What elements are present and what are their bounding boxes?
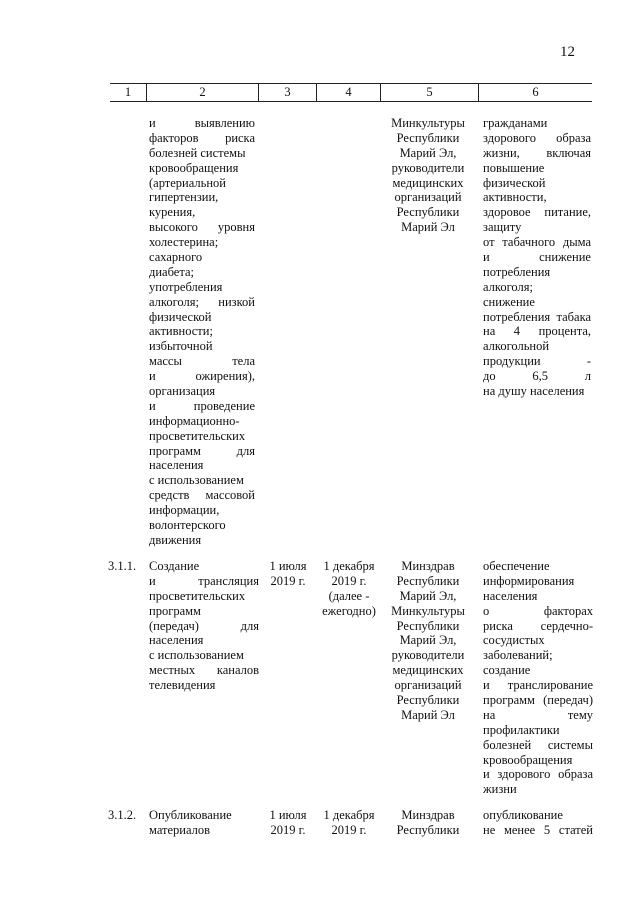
table-header-row: [110, 83, 592, 102]
text-line: Марий Эл,: [399, 588, 457, 603]
header-col-5: 5: [380, 84, 478, 101]
row1-activity-cell: [149, 116, 255, 548]
text-line: и трансляция: [149, 573, 259, 588]
item-number: 3.1.1.: [108, 559, 137, 573]
text-line: Республики: [396, 573, 460, 588]
text-line: кровообращения: [483, 752, 573, 767]
text-line: защиту: [483, 220, 522, 235]
text-line: информации,: [149, 503, 220, 518]
text-line: руководители: [391, 160, 465, 175]
text-line: Марий Эл: [401, 707, 455, 722]
text-line: 2019 г.: [331, 573, 367, 588]
text-line: 2019 г.: [270, 822, 306, 837]
text-line: и транслирование: [483, 678, 593, 693]
text-line: волонтерского: [149, 518, 226, 533]
row2-end-date-cell: [318, 559, 380, 619]
row3-result-cell: [483, 808, 593, 838]
text-line: (артериальной: [149, 175, 226, 190]
text-line: 2019 г.: [331, 822, 367, 837]
row2-result-cell: [483, 559, 593, 797]
text-line: движения: [149, 532, 202, 547]
text-line: организация: [149, 384, 216, 399]
text-line: болезней системы: [149, 145, 246, 160]
text-line: руководители: [391, 648, 465, 663]
text-line: сахарного: [149, 250, 203, 265]
text-line: сосудистых: [483, 633, 545, 648]
text-line: организаций: [394, 190, 462, 205]
text-line: не менее 5 статей: [483, 822, 593, 837]
text-line: населения: [149, 458, 204, 473]
text-line: Республики: [396, 130, 460, 145]
text-line: Создание: [149, 559, 200, 573]
text-line: и здорового образа: [483, 767, 593, 782]
text-line: физической: [483, 175, 546, 190]
text-line: с использованием: [149, 473, 244, 488]
text-line: массы тела: [149, 354, 255, 369]
text-line: профилактики: [483, 722, 560, 737]
text-line: населения: [483, 588, 538, 603]
text-line: продукции -: [483, 354, 591, 369]
text-line: на 4 процента,: [483, 324, 591, 339]
text-line: физической: [149, 309, 212, 324]
text-line: Республики: [396, 618, 460, 633]
text-line: потребления: [483, 264, 551, 279]
page-number: 12: [560, 44, 575, 60]
text-line: здорового образа: [483, 130, 591, 145]
text-line: холестерина;: [149, 235, 219, 250]
text-line: активности;: [149, 324, 213, 339]
text-line: алкоголя;: [483, 279, 533, 294]
text-line: организаций: [394, 678, 462, 693]
text-line: программ: [149, 603, 201, 618]
text-line: средств массовой: [149, 488, 255, 503]
text-line: здоровое питание,: [483, 205, 591, 220]
text-line: программ (передач): [483, 693, 593, 708]
text-line: болезней системы: [483, 737, 593, 752]
text-line: от табачного дыма: [483, 235, 591, 250]
text-line: Республики: [396, 205, 460, 220]
text-line: Опубликование: [149, 808, 232, 822]
text-line: потребления табака: [483, 309, 591, 324]
text-line: жизни: [483, 782, 517, 797]
text-line: до 6,5 л: [483, 369, 591, 384]
text-line: информационно-: [149, 413, 240, 428]
text-line: диабета;: [149, 264, 194, 279]
header-col-2: 2: [146, 84, 258, 101]
text-line: просветительских: [149, 588, 246, 603]
text-line: Республики: [396, 822, 460, 837]
text-line: медицинских: [392, 663, 464, 678]
text-line: местных каналов: [149, 663, 259, 678]
text-line: обеспечение: [483, 559, 550, 573]
text-line: и снижение: [483, 250, 591, 265]
text-line: на душу населения: [483, 384, 585, 399]
text-line: Республики: [396, 693, 460, 708]
text-line: 1 декабря: [323, 808, 375, 822]
row3-number: [108, 808, 148, 823]
text-line: жизни, включая: [483, 145, 591, 160]
text-line: риска сердечно-: [483, 618, 593, 633]
text-line: населения: [149, 633, 204, 648]
text-line: (передач) для: [149, 618, 259, 633]
row3-executors-cell: [382, 808, 474, 838]
text-line: и проведение: [149, 398, 255, 413]
text-line: факторов риска: [149, 130, 255, 145]
text-line: высокого уровня: [149, 220, 255, 235]
text-line: Марий Эл,: [399, 145, 457, 160]
row2-activity-cell: [149, 559, 259, 693]
text-line: алкогольной: [483, 339, 550, 354]
row1-executors-cell: [382, 116, 474, 235]
row3-activity-cell: [149, 808, 259, 838]
text-line: употребления: [149, 279, 223, 294]
text-line: опубликование: [483, 808, 563, 822]
header-col-4: 4: [316, 84, 380, 101]
header-col-3: 3: [258, 84, 316, 101]
text-line: кровообращения: [149, 160, 239, 175]
header-col-6: 6: [478, 84, 592, 101]
text-line: Минкультуры: [391, 116, 465, 130]
text-line: о факторах: [483, 603, 593, 618]
header-col-1: 1: [124, 85, 132, 99]
text-line: материалов: [149, 822, 211, 837]
text-line: гипертензии,: [149, 190, 219, 205]
text-line: с использованием: [149, 648, 244, 663]
row2-number: [108, 559, 148, 574]
text-line: программ для: [149, 443, 255, 458]
item-number: 3.1.2.: [108, 808, 137, 822]
text-line: курения,: [149, 205, 196, 220]
row3-end-date-cell: [318, 808, 380, 838]
text-line: (далее -: [328, 588, 370, 603]
text-line: активности,: [483, 190, 547, 205]
text-line: телевидения: [149, 678, 216, 693]
row1-result-cell: [483, 116, 591, 399]
text-line: 2019 г.: [270, 573, 306, 588]
text-line: гражданами: [483, 116, 548, 130]
text-line: Марий Эл: [401, 220, 455, 235]
text-line: создание: [483, 663, 531, 678]
row3-start-date-cell: [262, 808, 314, 838]
text-line: 1 июля: [269, 559, 307, 573]
text-line: избыточной: [149, 339, 213, 354]
text-line: на тему: [483, 707, 593, 722]
text-line: ежегодно): [322, 603, 376, 618]
text-line: снижение: [483, 294, 535, 309]
text-line: Минздрав: [401, 808, 455, 822]
row2-start-date-cell: [262, 559, 314, 589]
text-line: информирования: [483, 573, 575, 588]
text-line: и выявлению: [149, 116, 255, 130]
text-line: Минздрав: [401, 559, 455, 573]
text-line: 1 декабря: [323, 559, 375, 573]
text-line: 1 июля: [269, 808, 307, 822]
row2-executors-cell: [382, 559, 474, 723]
text-line: и ожирения),: [149, 369, 255, 384]
text-line: заболеваний;: [483, 648, 553, 663]
text-line: Марий Эл,: [399, 633, 457, 648]
text-line: алкоголя; низкой: [149, 294, 255, 309]
text-line: Минкультуры: [391, 603, 465, 618]
text-line: медицинских: [392, 175, 464, 190]
text-line: просветительских: [149, 428, 246, 443]
text-line: повышение: [483, 160, 545, 175]
